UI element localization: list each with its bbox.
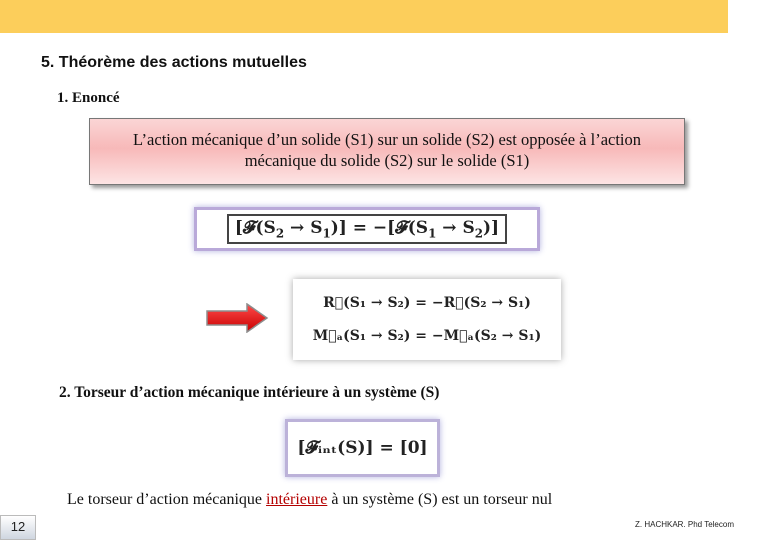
statement-line-1: L’action mécanique d’un solide (S1) sur un solide (S2) est opposée à l’action	[132, 130, 642, 149]
author-credit: Z. HACHKAR. Phd Telecom	[635, 520, 734, 529]
section-title: 5. Théorème des actions mutuelles	[41, 54, 307, 71]
subsection-title-enonce: 1. Enoncé	[57, 90, 120, 106]
moment-equation: M⃗ₐ(S₁ → S₂) = −M⃗ₐ(S₂ → S₁)	[312, 327, 542, 344]
theorem-statement-box	[89, 118, 685, 185]
torsor-equation: $[𝓕(S_2 \to S_1)]$ = $-[𝓕(S_1 \to S_2)]$	[227, 214, 507, 244]
internal-torsor-equation: [𝓕ᵢₙₜ(S)] = [0]	[297, 438, 428, 458]
internal-torsor-equation-box	[285, 419, 440, 477]
subsection-title-internal-torsor: 2. Torseur d’action mécanique intérieure à un système (S)	[59, 384, 440, 401]
highlighted-word: intérieure	[266, 491, 328, 508]
torsor-equation-box	[194, 207, 540, 251]
statement-line-2: mécanique du solide (S2) sur le solide (S1)	[244, 151, 530, 170]
resultant-moment-equations-box	[293, 279, 561, 360]
resultant-equation: R⃗(S₁ → S₂) = −R⃗(S₂ → S₁)	[323, 294, 531, 311]
page-number: 12	[0, 515, 36, 540]
top-banner	[0, 0, 728, 33]
conclusion-text: Le torseur d’action mécanique intérieure à un système (S) est un torseur nul	[67, 491, 553, 508]
right-arrow-icon	[205, 303, 269, 333]
